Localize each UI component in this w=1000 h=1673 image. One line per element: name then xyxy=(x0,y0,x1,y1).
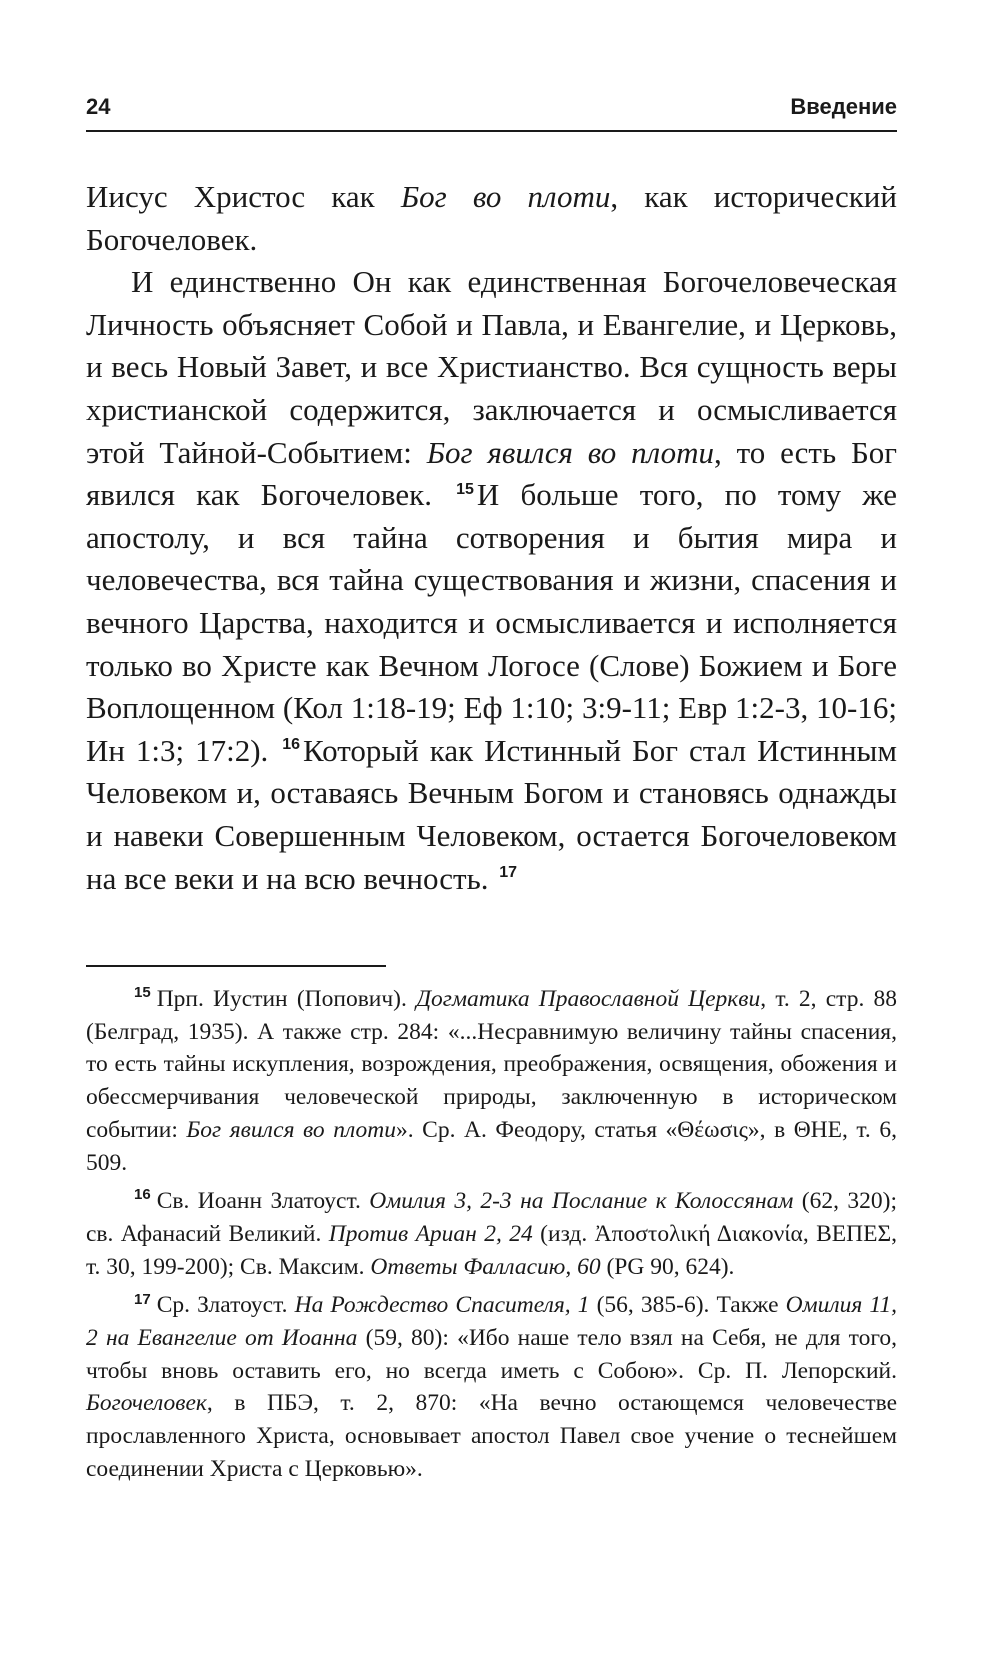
footnote-number: 17 xyxy=(134,1290,151,1308)
text-run: Прп. Иустин (Попович). xyxy=(156,986,417,1012)
italic-phrase: Омилия 3, 2-3 на Послание к Колоссянам xyxy=(369,1188,794,1215)
text-run: , то есть Бог явился как Богочеловек. xyxy=(86,434,897,513)
footnote-ref-17[interactable]: 17 xyxy=(499,864,518,882)
text-run: , т. 2, стр. 88 (Белград, 1935). А также стр. 284: «...Несравнимую величину тайны спасения, то есть тайны искупления, возрождения, преображения, освящения, обожения и обессмерчивания человеческой природы, заключенную в историческом событии: xyxy=(86,986,898,1143)
text-run: , в ПБЭ, т. 2, 870: «На вечно остающемся человечестве прославленного Христа, основывает апостол Павел свое учение о теснейшем соединении Христа с Церковью». xyxy=(86,1390,897,1482)
text-run: (62, 320); св. Афанасий Великий. xyxy=(86,1188,897,1247)
footnote-16 xyxy=(86,1185,897,1283)
italic-phrase: Ответы Фалласию, 60 xyxy=(370,1253,601,1280)
italic-phrase: Богочеловек xyxy=(86,1390,207,1417)
page-number: 24 xyxy=(86,94,111,119)
footnote-17 xyxy=(86,1289,897,1485)
footnotes xyxy=(86,983,897,1492)
paragraph-1 xyxy=(86,176,897,261)
italic-phrase: Омилия 11, 2 на Евангелие от Иоанна xyxy=(86,1292,898,1352)
main-text xyxy=(86,176,897,900)
footnote-ref-16[interactable]: 16 xyxy=(282,736,301,754)
text-run: Св. Иоанн Златоуст. xyxy=(156,1188,370,1215)
footnote-number: 16 xyxy=(134,1186,151,1204)
italic-phrase: На Рождество Спасителя, 1 xyxy=(294,1292,590,1319)
text-run: И больше того, по тому же апостолу, и вся тайна сотворения и бытия мира и человечества, вся тайна существования и жизни, спасения и вечного Царства, находится и осмысливается и исполняется только во Христе как Вечном Логосе (Слове) Божием и Боге Воплощенном (Кол 1:18-19; Еф 1:10; 3:9-11; Евр 1:2-3, 10-16; Ин 1:3; 17:2). xyxy=(86,477,897,768)
text-run: Иисус Христос как xyxy=(86,179,401,214)
footnote-divider xyxy=(86,965,386,967)
italic-phrase: Бог во плоти xyxy=(400,179,611,214)
text-run: , как исторический Богочеловек. xyxy=(86,179,897,257)
text-run: Ср. Златоуст. xyxy=(156,1292,295,1319)
text-run: И единственно Он как единственная Богочеловеческая Личность объясняет Собой и Павла, и Евангелие, и Церковь, и весь Новый Завет, и все Христианство. Вся сущность веры христианской содержится, заключается и осмысливается этой Тайной-Событием: xyxy=(86,264,897,470)
text-run: (PG 90, 624). xyxy=(600,1253,735,1280)
running-header xyxy=(86,84,897,132)
italic-phrase: Против Ариан 2, 24 xyxy=(328,1220,533,1247)
text-run: (59, 80): «Ибо наше тело взял на Себя, не для того, чтобы вновь оставить его, но всегда иметь с Собою». Ср. П. Лепорский. xyxy=(86,1325,897,1384)
text-run: Который как Истинный Бог стал Истинным Человеком и, оставаясь Вечным Богом и становясь однажды и навеки Совершенным Человеком, остается Богочеловеком на все веки и на всю вечность. xyxy=(86,732,897,896)
text-run: (56, 385-6). Также xyxy=(589,1292,786,1319)
paragraph-2 xyxy=(86,261,897,900)
footnote-number: 15 xyxy=(134,984,151,1002)
text-run: ». Ср. А. Феодору, статья «Θέωσις», в ΘΗΕ, т. 6, 509. xyxy=(86,1116,897,1176)
italic-phrase: Бог явился во плоти xyxy=(186,1116,396,1143)
text-run: (изд. Ἀποστολική Διακονία, ΒΕΠΕΣ, т. 30, 199-200); Св. Максим. xyxy=(86,1220,898,1280)
footnote-ref-15[interactable]: 15 xyxy=(456,480,474,498)
italic-phrase: Бог явился во плоти xyxy=(426,434,714,470)
section-title: Введение xyxy=(790,94,897,119)
footnote-15 xyxy=(86,983,897,1179)
italic-phrase: Догматика Православной Церкви xyxy=(416,986,761,1012)
